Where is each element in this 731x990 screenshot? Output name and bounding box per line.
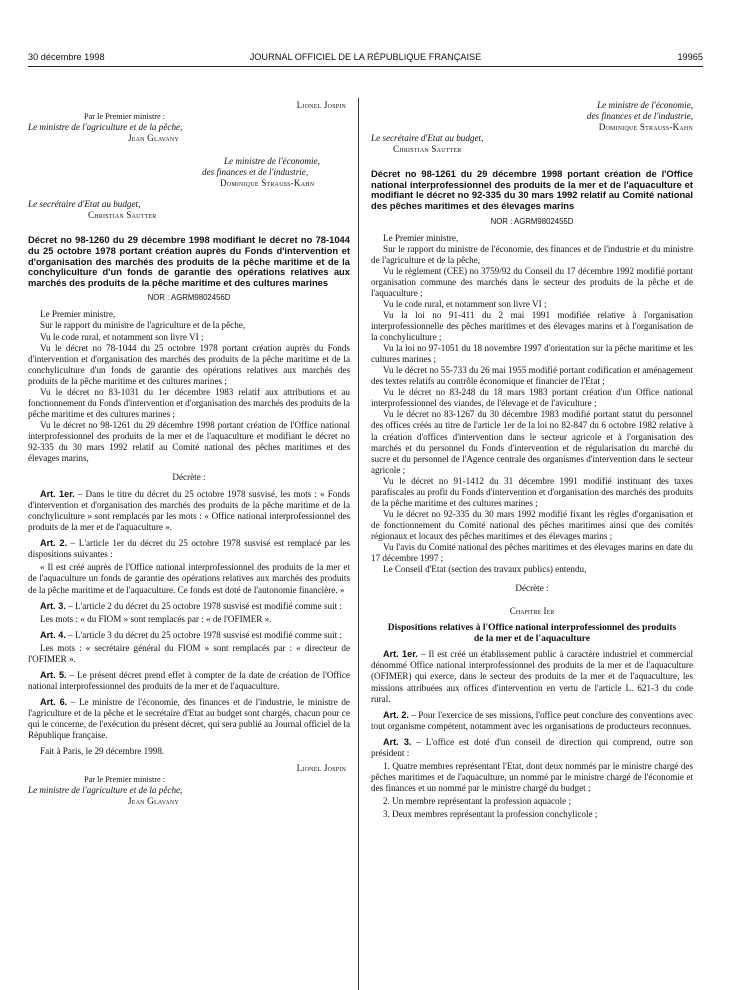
- header-journal-title: JOURNAL OFFICIEL DE LA RÉPUBLIQUE FRANÇAISE: [249, 52, 482, 62]
- visa-paragraph: Vu le décret no 83-1267 du 30 décembre 1983 modifié portant statut du personnel des offices créés au titre de l'article 1er de la loi no 82-847 du 6 octobre 1982 relative à la création d'offices d'intervention dans le secteur agricole et à l'organisation des marchés et du personnel du Fonds d'intervention et de régularisation du marché du sucre et du personnel de l'Agence centrale des organismes d'intervention dans le secteur agricole ;: [371, 409, 693, 475]
- signature-role3: Le secrétaire d'Etat au budget,: [28, 199, 141, 210]
- visa-paragraph: Le Premier ministre,: [40, 309, 116, 320]
- chapter-heading: Chapitre Ier: [509, 606, 555, 617]
- article-number: Art. 2.: [383, 709, 409, 720]
- decrete-label: Décrète :: [515, 583, 549, 594]
- visa-paragraph: Vu le décret no 91-1412 du 31 décembre 1991 modifié instituant des taxes parafiscales au profit du Fonds d'intervention et d'organisation des marchés des produits de la pêche maritime et des cultures marines ;: [371, 475, 693, 508]
- article-number: Art. 3.: [40, 600, 66, 611]
- article-text: – L'article 1er du décret du 25 octobre 1978 susvisé est remplacé par les dispositions suivantes :: [28, 538, 350, 560]
- signature-role2-name: Dominique Strauss-Kahn: [220, 178, 315, 189]
- article-paragraph: [28, 601, 350, 612]
- signature-role-name: Jean Glavany: [128, 133, 179, 144]
- article-number: Art. 3.: [383, 736, 412, 747]
- article-number: Art. 1er.: [383, 649, 418, 660]
- decrete-label: Décrète :: [172, 472, 206, 483]
- signature-by: Par le Premier ministre :: [84, 112, 166, 122]
- header-page-number: 19965: [677, 52, 703, 62]
- article-text: Les mots : « secrétaire général du FIOM » sont remplacés par : « directeur de l'OFIMER ».: [28, 642, 350, 664]
- article-text: – Il est créé un établissement public à caractère industriel et commercial dénommé Office national interprofessionnel des produits de la mer et de l'aquaculture (OFIMER) qui exerce, dans le secteur des produits de la mer et de l'aquaculture, les missions attribuées aux offices d'intervention en vertu de l'article L. 621-3 du code rural.: [371, 649, 693, 704]
- visa-paragraph: Sur le rapport du ministre de l'économie, des finances et de l'industrie et du ministre de l'agriculture et de la pêche,: [371, 243, 693, 265]
- decree-title: Décret no 98-1260 du 29 décembre 1998 modifiant le décret no 78-1044 du 25 octobre 1978 portant création auprès du Fonds d'intervention et d'organisation des marchés des produits de la pêche maritime et de la conchyliculture d'un fonds de garantie des opérations relatives aux marchés des produits de la pêche maritime et des cultures marines: [28, 234, 350, 288]
- visa-paragraph: Vu la loi no 97-1051 du 18 novembre 1997 d'orientation sur la pêche maritime et les cultures marines ;: [371, 343, 693, 365]
- decree-title: Décret no 98-1261 du 29 décembre 1998 portant création de l'Office national interprofessionnel des produits de la mer et de l'aquaculture et modifiant le décret no 92-335 du 30 mars 1992 relatif au Comité national des pêches maritimes et des élevages marins: [371, 168, 693, 212]
- article-body-paragraph: [371, 809, 693, 820]
- article-number: Art. 5.: [40, 669, 67, 680]
- left-column: [28, 100, 350, 807]
- article-number: Art. 4.: [40, 629, 66, 640]
- article-paragraph: [28, 697, 350, 741]
- visa-paragraph: Vu la loi no 91-411 du 2 mai 1991 modifiée relative à l'organisation interprofessionnelle des pêches maritimes et des élevages marins et à l'organisation de la conchyliculture ;: [371, 309, 693, 343]
- article-paragraph: [28, 630, 350, 641]
- article-text: 2. Un membre représentant la profession aquacole ;: [383, 795, 572, 806]
- article-body-paragraph: [28, 643, 350, 665]
- article-text: – Dans le titre du décret du 25 octobre 1978 susvisé, les mots : « Fonds d'intervention et d'organisation des marchés des produits de la pêche maritime et de la conchyliculture » sont remplacés par les mots : « Office national interprofessionnel des produits de la mer et de l'aquaculture ».: [28, 489, 351, 533]
- nor-reference: NOR : AGRM9802455D: [490, 216, 574, 226]
- article-text: – L'article 2 du décret du 25 octobre 1978 susvisé est modifié comme suit :: [65, 600, 342, 611]
- article-paragraph: [371, 737, 693, 759]
- article-number: Art. 6.: [40, 696, 68, 707]
- article-text: – Pour l'exercice de ses missions, l'office peut conclure des conventions avec tout organisme compétent, notamment avec les organisations de producteurs reconnues.: [371, 709, 693, 731]
- article-text: – Le ministre de l'économie, des finances et de l'industrie, le ministre de l'agriculture et de la pêche et le secrétaire d'Etat au budget sont chargés, chacun pour ce qui le concerne, de l'exécution du présent décret, qui sera publié au Journal officiel de la République française.: [28, 696, 350, 741]
- article-text: « Il est créé auprès de l'Office national interprofessionnel des produits de la mer et de l'aquaculture un fonds de garantie des opérations relatives aux marchés des produits de la pêche maritime et de l'aquaculture. Ce fonds est doté de l'autonomie financière. »: [28, 562, 350, 595]
- article-list: [371, 649, 693, 820]
- visa-paragraph: Le Conseil d'Etat (section des travaux publics) entendu,: [383, 564, 587, 575]
- signature-role2: Le secrétaire d'Etat au budget,: [371, 133, 484, 144]
- article-paragraph: [28, 489, 350, 533]
- article-text: – Le présent décret prend effet à compter de la date de création de l'Office national interprofessionnel des produits de la mer et de l'aquaculture.: [28, 669, 350, 691]
- signature-role2-line2: des finances et de l'industrie,: [202, 167, 309, 178]
- visa-paragraph: Vu le décret no 78-1044 du 25 octobre 1978 portant création auprès du Fonds d'intervention et d'organisation des marchés des produits de la pêche maritime et de la conchyliculture d'un fonds de garantie des opérations relatives aux marchés des produits de la pêche maritime et des cultures marines ;: [28, 342, 350, 386]
- article-number: Art. 1er.: [40, 489, 75, 500]
- signature-by: Par le Premier ministre :: [84, 775, 166, 785]
- article-paragraph: [28, 538, 350, 560]
- signature-name: Lionel Jospin: [296, 763, 346, 774]
- signature-name: Lionel Jospin: [296, 100, 346, 110]
- nor-reference: NOR : AGRM9802456D: [147, 293, 231, 303]
- header-rule: [28, 66, 703, 67]
- article-paragraph: [28, 670, 350, 692]
- article-text: 1. Quatre membres représentant l'Etat, dont deux nommés par le ministre chargé des pêches maritimes et de l'aquaculture, un nommé par le ministre chargé de l'économie et des finances et un nommé par le ministre chargé du budget ;: [371, 760, 693, 793]
- visa-paragraph: Vu le décret no 92-335 du 30 mars 1992 modifié fixant les règles d'organisation et de fonctionnement du Comité national des pêches maritimes ainsi que des comités régionaux et locaux des pêches maritimes et des élevages marins ;: [371, 508, 693, 541]
- right-column: [371, 100, 693, 820]
- signature-role-name: Dominique Strauss-Kahn: [598, 122, 693, 133]
- visa-paragraph: Vu le décret no 55-733 du 26 mai 1955 modifié portant codification et aménagement des textes relatifs au contrôle économique et financier de l'Etat ;: [371, 365, 693, 387]
- visa-paragraph: Vu le code rural, et notamment son livre VI ;: [40, 331, 204, 342]
- done-at: Fait à Paris, le 29 décembre 1998.: [40, 746, 165, 757]
- header-date: 30 décembre 1998: [28, 52, 105, 62]
- visa-paragraph: Vu l'avis du Comité national des pêches maritimes et des élevages marins en date du 17 décembre 1997 ;: [371, 541, 693, 564]
- visa-paragraph: Vu le règlement (CEE) no 3759/92 du Conseil du 17 décembre 1992 modifié portant organisation commune des marchés dans le secteur des produits de la pêche et de l'aquaculture ;: [371, 265, 693, 298]
- signature-role3-name: Christian Sautter: [88, 210, 157, 221]
- visa-paragraph: Sur le rapport du ministre de l'agriculture et de la pêche,: [40, 320, 246, 331]
- article-number: Art. 2.: [40, 538, 68, 549]
- article-body-paragraph: [371, 796, 693, 807]
- chapter-title: Dispositions relatives à l'Office national interprofessionnel des produits de la mer et de l'aquaculture: [387, 623, 677, 644]
- visa-list: [28, 309, 350, 464]
- article-text: Les mots : « du FIOM » sont remplacés par : « de l'OFIMER ».: [40, 613, 272, 624]
- visa-paragraph: Vu le décret no 83-248 du 18 mars 1983 portant création d'un Office national interprofessionnel des viandes, de l'élevage et de l'aviculture ;: [371, 387, 693, 409]
- signature-role: Le ministre de l'agriculture et de la pêche,: [28, 785, 183, 796]
- article-text: – L'article 3 du décret du 25 octobre 1978 susvisé est modifié comme suit :: [65, 629, 342, 640]
- article-body-paragraph: [371, 761, 693, 794]
- visa-paragraph: Vu le décret no 98-1261 du 29 décembre 1998 portant création de l'Office national interprofessionnel des produits de la mer et de l'aquaculture et modifiant le décret no 92-335 du 30 mars 1992 relatif au Comité national des pêches maritimes et des élevages marins,: [28, 419, 350, 464]
- visa-paragraph: Vu le décret no 83-1031 du 1er décembre 1983 relatif aux attributions et au fonctionnement du Fonds d'intervention et d'organisation des marchés des produits de la pêche maritime et des cultures marines ;: [28, 386, 350, 419]
- visa-paragraph: Vu le code rural, et notamment son livre VI ;: [383, 298, 547, 309]
- article-body-paragraph: [28, 614, 350, 625]
- visa-list: [371, 233, 693, 575]
- signature-role-line1: Le ministre de l'économie,: [597, 100, 693, 110]
- article-paragraph: [371, 710, 693, 732]
- signature-role-name: Jean Glavany: [128, 796, 179, 807]
- signature-role-line2: des finances et de l'industrie,: [586, 111, 693, 122]
- article-text: – L'office est doté d'un conseil de direction qui comprend, outre son président :: [371, 736, 693, 758]
- article-list: [28, 489, 350, 741]
- signature-role2-line1: Le ministre de l'économie,: [224, 156, 320, 167]
- column-divider: [358, 98, 359, 990]
- article-paragraph: [371, 649, 693, 704]
- signature-role: Le ministre de l'agriculture et de la pêche,: [28, 122, 183, 133]
- signature-role2-name: Christian Sautter: [393, 144, 462, 155]
- article-body-paragraph: [28, 562, 350, 595]
- article-text: 3. Deux membres représentant la profession conchylicole ;: [383, 809, 598, 819]
- visa-paragraph: Le Premier ministre,: [383, 232, 459, 243]
